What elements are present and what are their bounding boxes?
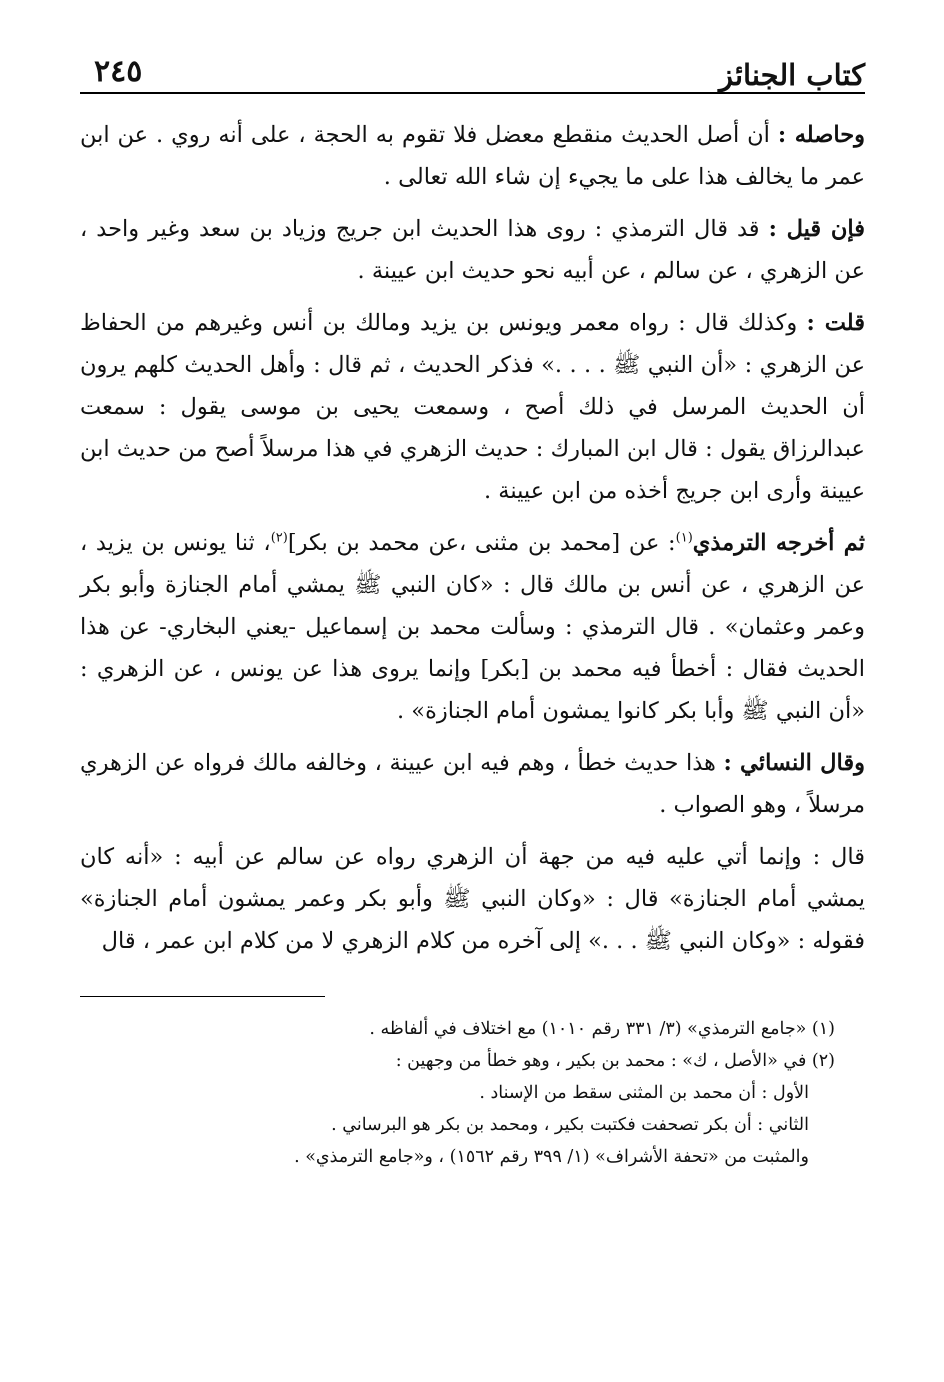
footnote: (١) «جامع الترمذي» (٣/ ٣٣١ رقم ١٠١٠) مع اختلاف في ألفاظه . xyxy=(369,1019,835,1039)
paragraph-text: : عن [محمد بن مثنى ،عن محمد بن بكر] xyxy=(287,530,676,556)
paragraph xyxy=(80,742,865,826)
footnote-line: الثاني : أن بكر تصحفت فكتبت بكير ، ومحمد بن بكر هو البرساني . xyxy=(331,1115,809,1135)
paragraph-lead: وحاصله : xyxy=(777,122,865,148)
footnote-ref[interactable]: (٢) xyxy=(270,530,288,546)
paragraph-text: هذا حديث خطأ ، وهم فيه ابن عيينة ، وخالفه مالك فرواه عن الزهري مرسلاً ، وهو الصواب . xyxy=(80,750,865,818)
paragraph xyxy=(80,114,865,198)
footnote: (٢) في «الأصل ، ك» : محمد بن بكير ، وهو خطأ من وجهين : xyxy=(395,1051,835,1071)
footnote-line: الأول : أن محمد بن المثنى سقط من الإسناد . xyxy=(479,1083,809,1103)
header-rule xyxy=(80,92,865,94)
footnote-rule xyxy=(80,996,325,997)
main-text xyxy=(80,114,865,962)
paragraph-text: أن أصل الحديث منقطع معضل فلا تقوم به الحجة ، على أنه روي . عن ابن عمر ما يخالف هذا على ما يجيء إن شاء الله تعالى . xyxy=(80,122,865,190)
paragraph-text: ، ثنا يونس بن يزيد ، عن الزهري ، عن أنس بن مالك قال : «كان النبي ﷺ يمشي أمام الجنازة وأبو بكر وعمر وعثمان» . قال الترمذي : وسألت محمد بن إسماعيل -يعني البخاري- عن هذا الحديث فقال : أخطأ فيه محمد بن [بكر] وإنما يروى هذا عن يونس ، عن الزهري : «أن النبي ﷺ وأبا بكر كانوا يمشون أمام الجنازة» . xyxy=(80,530,865,724)
book-page xyxy=(80,48,865,1338)
paragraph-lead: ثم أخرجه الترمذي xyxy=(692,530,866,556)
running-header xyxy=(80,48,865,92)
chapter-title: كتاب الجنائز xyxy=(718,58,865,92)
paragraph xyxy=(80,302,865,512)
footnote-ref[interactable]: (١) xyxy=(675,530,693,546)
paragraph-lead: فإن قيل : xyxy=(768,216,865,242)
paragraph xyxy=(80,522,865,732)
paragraph-lead: قلت : xyxy=(806,310,865,336)
page-number: ٢٤٥ xyxy=(94,54,143,89)
footnote-line: والمثبت من «تحفة الأشراف» (١/ ٣٩٩ رقم ١٥٦٢) ، و«جامع الترمذي» . xyxy=(294,1147,809,1167)
paragraph xyxy=(80,836,865,962)
paragraph xyxy=(80,208,865,292)
footnotes xyxy=(80,1013,865,1173)
paragraph-lead: وقال النسائي : xyxy=(723,750,865,776)
paragraph-text: قد قال الترمذي : روى هذا الحديث ابن جريج وزياد بن سعد وغير واحد ، عن الزهري ، عن سالم ، عن أبيه نحو حديث ابن عيينة . xyxy=(80,216,865,284)
paragraph-text: قال : وإنما أتي عليه فيه من جهة أن الزهري رواه عن سالم عن أبيه : «أنه كان يمشي أمام الجنازة» قال : «وكان النبي ﷺ وأبو بكر وعمر يمشون أمام الجنازة» فقوله : «وكان النبي ﷺ . . .» إلى آخره من كلام الزهري لا من كلام ابن عمر ، قال xyxy=(80,844,865,954)
paragraph-text: وكذلك قال : رواه معمر ويونس بن يزيد ومالك بن أنس وغيرهم من الحفاظ عن الزهري : «أن النبي ﷺ . . . .» فذكر الحديث ، ثم قال : وأهل الحديث كلهم يرون أن الحديث المرسل في ذلك أصح ، وسمعت يحيى بن موسى يقول : سمعت عبدالرزاق يقول : قال ابن المبارك : حديث الزهري في هذا مرسلاً أصح من حديث ابن عيينة وأرى ابن جريج أخذه من ابن عيينة . xyxy=(80,310,865,504)
